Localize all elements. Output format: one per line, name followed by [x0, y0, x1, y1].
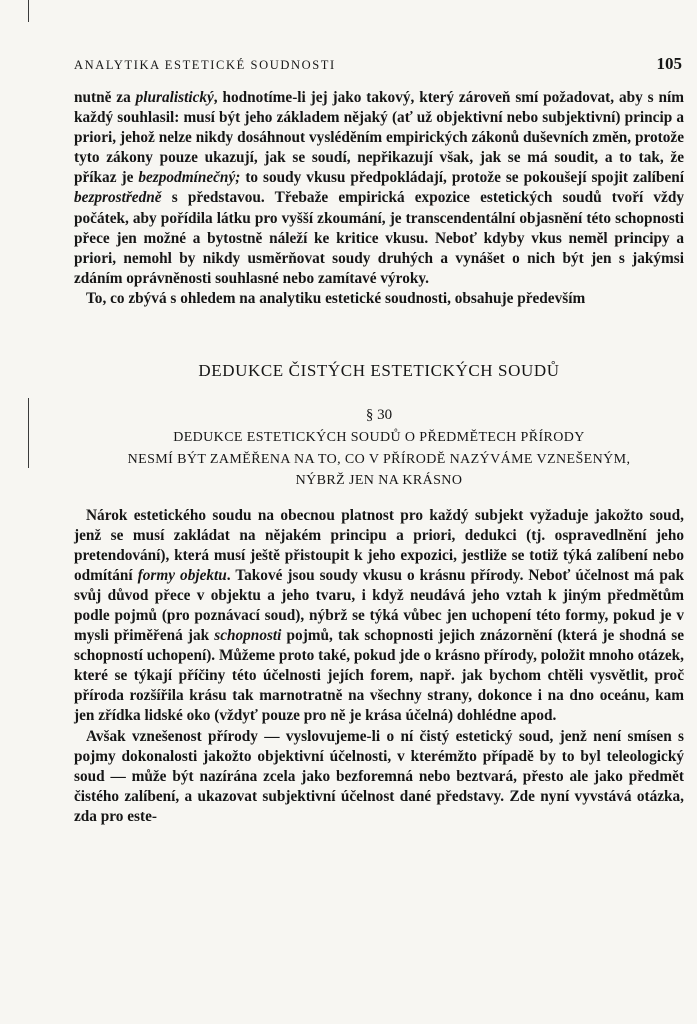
text-run: , hodnotíme-li jej jako takový, který zároveň smí požadovat, aby s ním každý souhlasil: musí být jeho základem nějaký (ať už objektivní nebo subjektivní) princip a priori, jehož nelze nikdy dosáhnout vysléděním empirických zákonů duševních změn, protože tyto zákony pouze ukazují, jak se soudí, nepřikazují však, jak se má soudit, a to tak, že příkaz je: [74, 89, 684, 187]
italic-term: formy objektu: [137, 566, 227, 584]
italic-term: bezpodmínečný;: [138, 169, 241, 187]
text-run: s představou. Třebaže empirická expozice estetických soudů tvoří vždy počátek, aby pořídila látku pro vyšší zkoumání, je transcendentální objasnění této schopnosti přece jen možné a bytostně náleží ke kritice vkusu. Neboť kdyby vkus neměl principy a priori, nemohl by nikdy usměrňovat soudy druhých a vynášet o nich být jen s jakýmsi zdáním oprávněnosti souhlasné nebo zamítavé výroky.: [74, 189, 684, 287]
margin-mark-top: [28, 0, 29, 22]
text-run: . Takové jsou soudy vkusu o krásnu přírody. Neboť účelnost má pak svůj důvod přece v objektu a jeho tvaru, i když neudává jeho vztah k jiným předmětům podle pojmů (pro poznávací soud), nýbrž se týká vůbec jen uchopení této formy, pokud je v mysli přiměřená jak: [74, 566, 684, 645]
paragraph-3: [74, 506, 684, 727]
text-run: Nárok estetického soudu na obecnou platnost pro každý subjekt vyžaduje jakožto soud, jenž se musí zakládat na nějakém principu a priori, dedukci (tj. ospravedlnění jeho pretendování), která musí ještě přistoupit k jeho expozici, jestliže se totiž týká zalíbení nebo odmítání: [74, 506, 684, 584]
book-page: [74, 40, 684, 827]
margin-mark-middle: [28, 398, 29, 468]
paragraph-number: § 30: [365, 407, 393, 424]
paragraph-1: [74, 88, 684, 289]
section-subtitle: [74, 427, 684, 492]
subtitle-line-1: DEDUKCE ESTETICKÝCH SOUDŮ O PŘEDMĚTECH PŘÍRODY: [173, 430, 585, 446]
text-run: to soudy vkusu předpokládají, protože se pokoušejí spojit zalíbení: [240, 169, 684, 187]
text-run: pojmů, tak schopnosti jejich znázornění (která je shodná se schopností uchopení). Můžeme proto také, pokud jde o krásno přírody, položit mnoho otázek, které se týkají příčiny této účelnosti jejích forem, např. jak bychom chtěli vysvětlit, proč příroda rozšířila krásu tak marnotratně na všechny strany, dokonce i na dno oceánu, kam jen zřídka lidské oko (vždyť pouze pro ně je krása účelná) dohlédne apod.: [74, 627, 684, 725]
italic-term: schopnosti: [214, 627, 282, 645]
page-header: [74, 40, 684, 88]
italic-term: pluralistický: [135, 89, 214, 106]
subtitle-line-3: NÝBRŽ JEN NA KRÁSNO: [295, 473, 463, 489]
italic-term: bezprostředně: [74, 189, 162, 207]
subtitle-line-2: NESMÍ BÝT ZAMĚŘENA NA TO, CO V PŘÍRODĚ NAZÝVÁME VZNEŠENÝM,: [127, 451, 631, 467]
running-head: ANALYTIKA ESTETICKÉ SOUDNOSTI: [74, 58, 336, 72]
paragraph-2: To, co zbývá s ohledem na analytiku estetické soudnosti, obsahuje především: [86, 289, 586, 307]
paragraph-4: Avšak vznešenost přírody — vyslovujeme-li o ní čistý estetický soud, jenž není smísen s pojmy dokonalosti jakožto objektivní účelnosti, v kterémžto případě by to byl teleologický soud — může být nazírána zcela jako bezforemná nebo beztvará, přesto ale jako předmět čistého zalíbení, a ukazovat subjektivní účelnost dané představy. Zde nyní vyvstává otázka, zda pro este-: [74, 727, 684, 825]
text-run: nutně za: [74, 89, 136, 106]
section-title: DEDUKCE ČISTÝCH ESTETICKÝCH SOUDŮ: [198, 361, 560, 381]
page-number: 105: [656, 54, 682, 73]
